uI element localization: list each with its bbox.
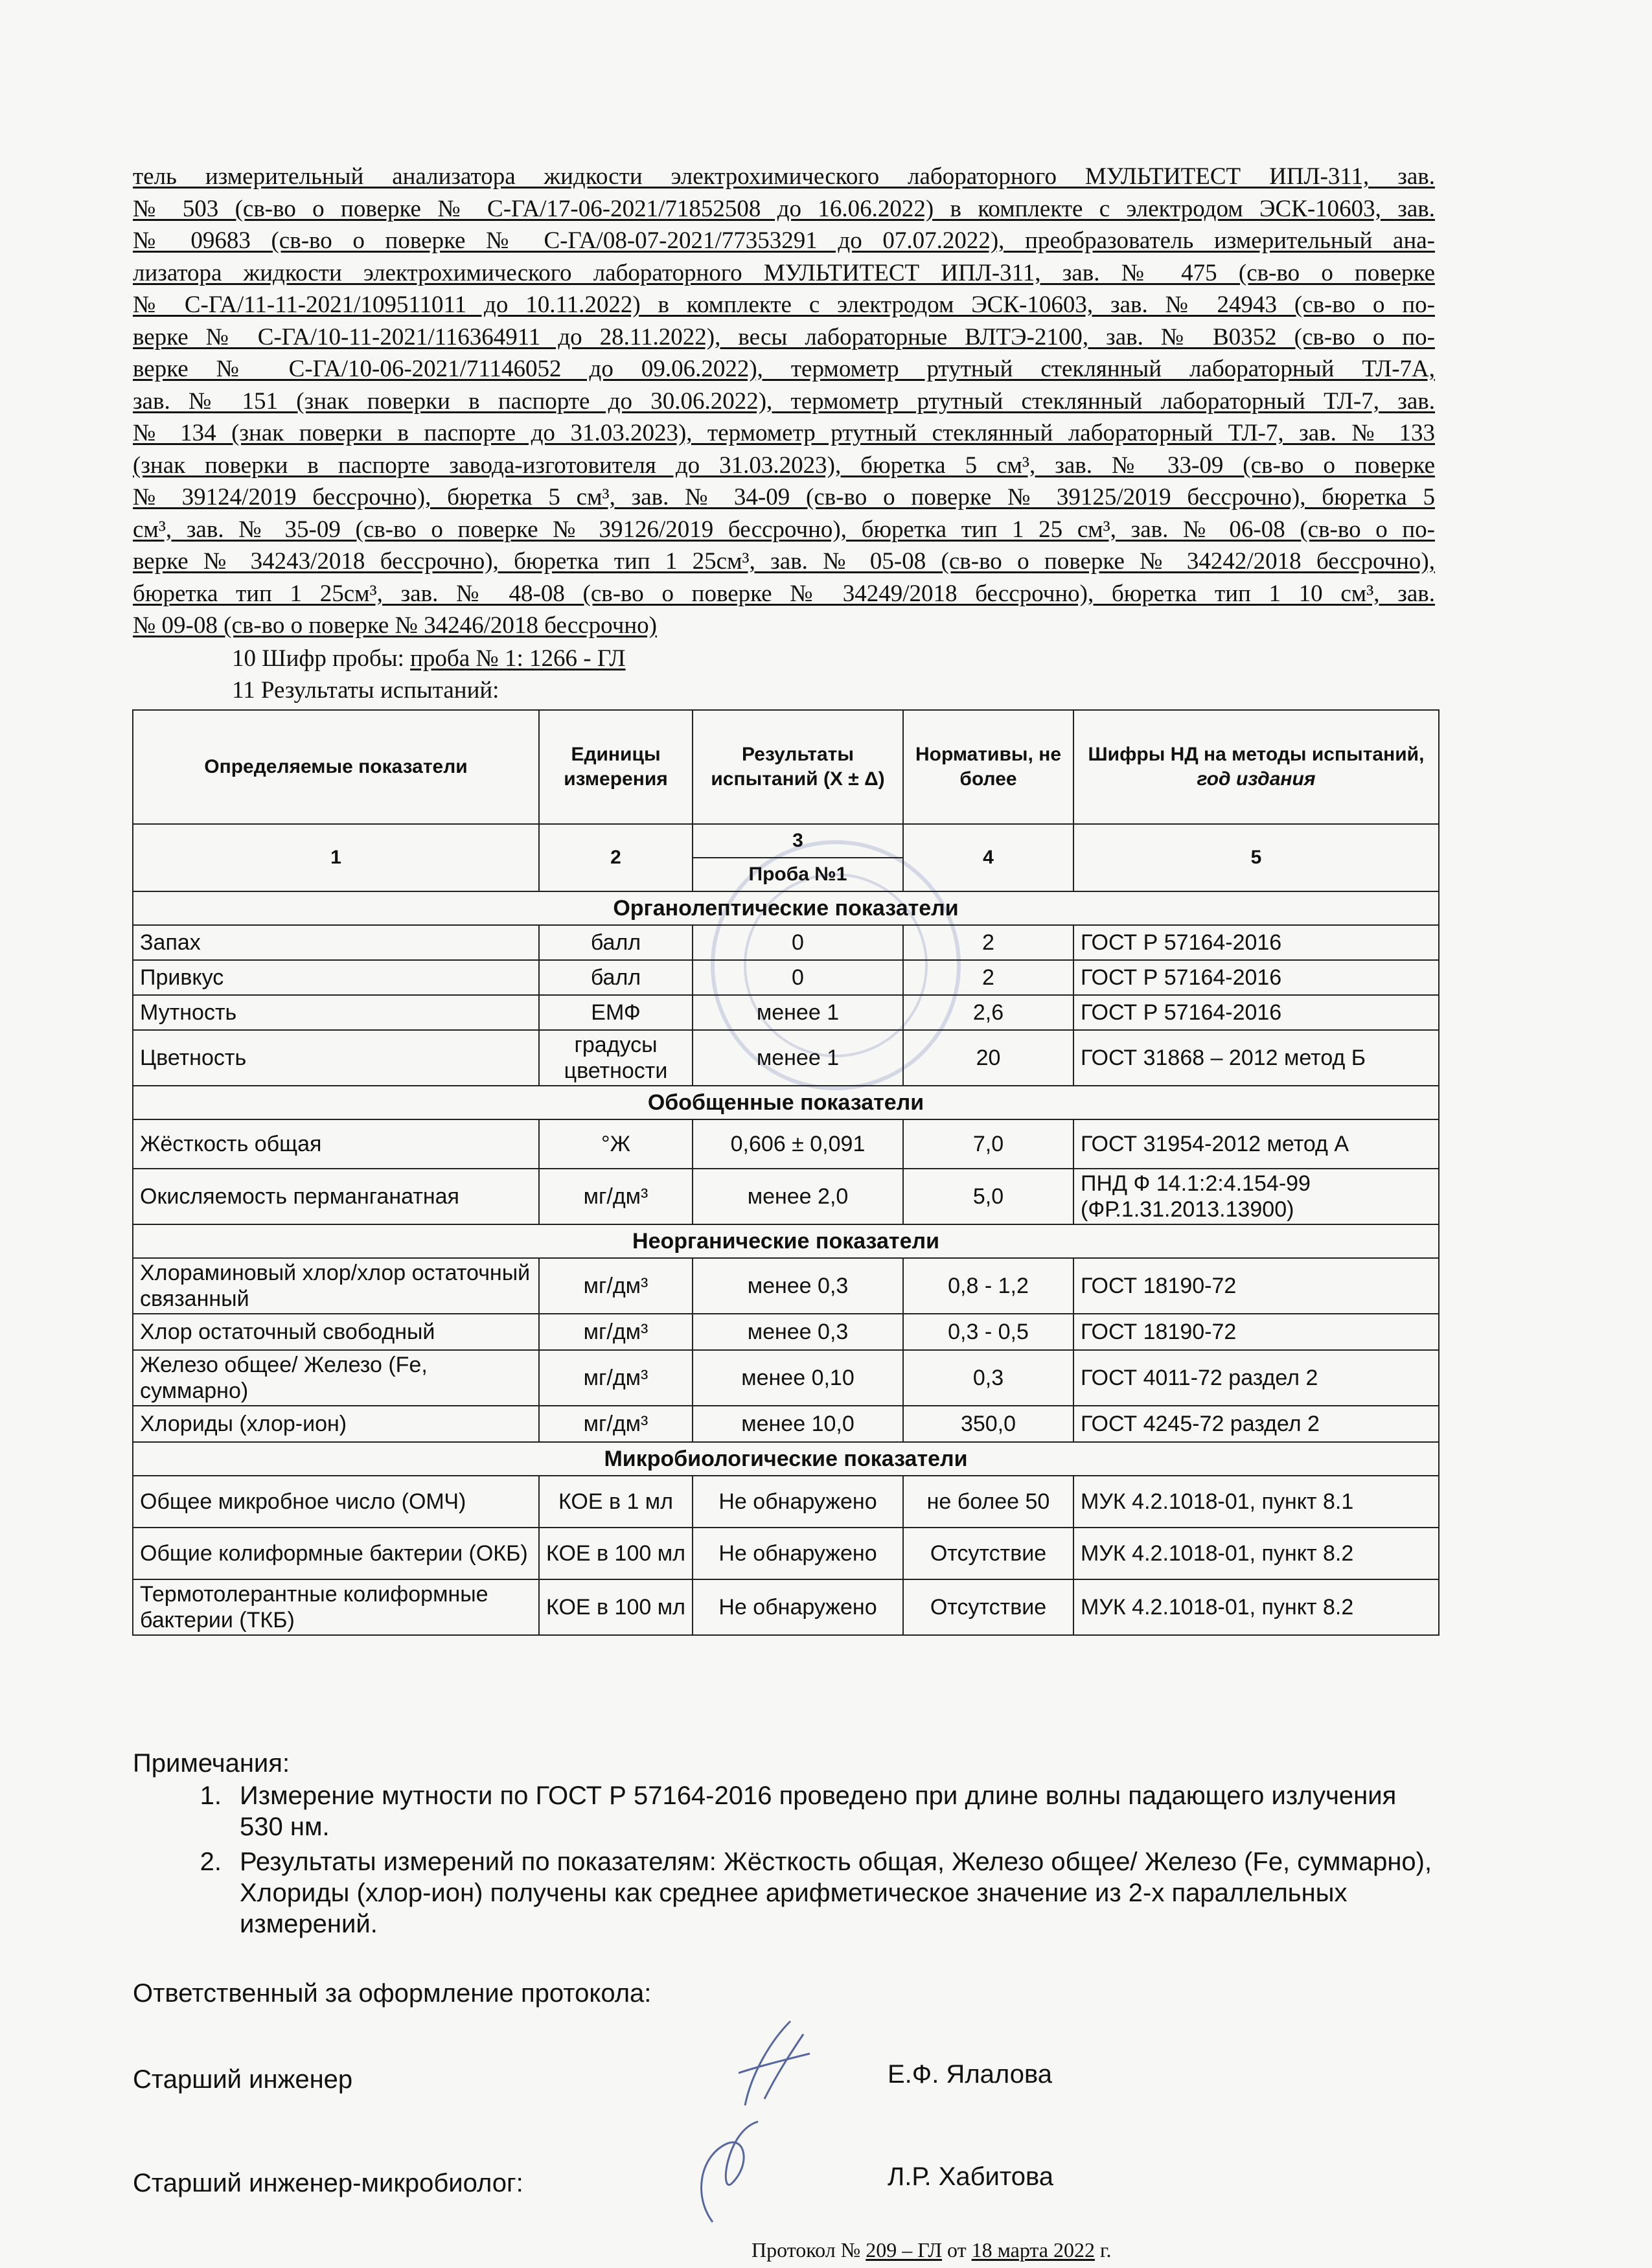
- intro-line: верке № С-ГА/10-06-2021/71146052 до 09.06.2022), термометр ртутный стеклянный лабораторный ТЛ-7А,: [133, 356, 1435, 382]
- norm-cell: не более 50: [903, 1476, 1073, 1528]
- intro-line: № 39124/2019 бессрочно), бюретка 5 см³, зав. № 34-09 (св-во о поверке № 39125/2019 бессрочно), бюретка 5: [133, 484, 1435, 510]
- section-row: [133, 1086, 1439, 1119]
- table-header-row: [133, 710, 1439, 824]
- intro-line: № 503 (св-во о поверке № С-ГА/17-06-2021/71852508 до 16.06.2022) в комплекте с электродом ЭСК-10603, зав.: [133, 195, 1435, 222]
- method-cell: ГОСТ Р 57164-2016: [1073, 925, 1439, 960]
- intro-line: бюретка тип 1 25см³, зав. № 48-08 (св-во о поверке № 34249/2018 бессрочно), бюретка тип 1 10 см³, зав.: [133, 580, 1435, 607]
- responsible-label: Ответственный за оформление протокола:: [133, 1979, 652, 2008]
- result-cell: менее 1: [693, 995, 903, 1030]
- name-senior-engineer: Е.Ф. Ялалова: [888, 2060, 1052, 2089]
- indicator-cell: Термотолерантные колиформные бактерии (ТКБ): [133, 1579, 539, 1635]
- indicator-cell: Запах: [133, 925, 539, 960]
- norm-cell: 350,0: [903, 1406, 1073, 1442]
- table-row: [133, 1314, 1439, 1350]
- unit-cell: ЕМФ: [539, 995, 693, 1030]
- norm-cell: 0,3 - 0,5: [903, 1314, 1073, 1350]
- intro-line: см³, зав. № 35-09 (св-во о поверке № 39126/2019 бессрочно), бюретка тип 1 25 см³, зав. № 06-08 (св-во о по-: [133, 516, 1435, 543]
- table-row: [133, 1406, 1439, 1442]
- section-title: Микробиологические показатели: [133, 1442, 1439, 1476]
- method-cell: МУК 4.2.1018-01, пункт 8.2: [1073, 1528, 1439, 1579]
- norm-cell: 0,3: [903, 1350, 1073, 1406]
- unit-cell: КОЕ в 100 мл: [539, 1528, 693, 1579]
- unit-cell: балл: [539, 960, 693, 995]
- indicator-cell: Хлор остаточный свободный: [133, 1314, 539, 1350]
- indicator-cell: Цветность: [133, 1030, 539, 1086]
- sample-cipher: 10 Шифр пробы: проба № 1: 1266 - ГЛ: [232, 645, 626, 672]
- norm-cell: 5,0: [903, 1169, 1073, 1224]
- note-item: [170, 1846, 1440, 1940]
- method-cell: ГОСТ 31868 – 2012 метод Б: [1073, 1030, 1439, 1086]
- result-cell: 0: [693, 960, 903, 995]
- result-cell: менее 0,3: [693, 1314, 903, 1350]
- protocol-footer: Протокол № 209 – ГЛ от 18 марта 2022 г.: [751, 2238, 1112, 2262]
- norm-cell: Отсутствие: [903, 1579, 1073, 1635]
- intro-line: № С-ГА/11-11-2021/109511011 до 10.11.2022) в комплекте с электродом ЭСК-10603, зав. № 24943 (св-во о по-: [133, 292, 1435, 318]
- intro-line: верке № 34243/2018 бессрочно), бюретка тип 1 25см³, зав. № 05-08 (св-во о поверке № 34242/2018 бессрочно),: [133, 548, 1435, 575]
- method-cell: МУК 4.2.1018-01, пункт 8.2: [1073, 1579, 1439, 1635]
- indicator-cell: Жёсткость общая: [133, 1119, 539, 1169]
- unit-cell: мг/дм³: [539, 1314, 693, 1350]
- table-row: [133, 1258, 1439, 1314]
- intro-line: (знак поверки в паспорте завода-изготовителя до 31.03.2023), бюретка 5 см³, зав. № 33-09 (св-во о поверке: [133, 452, 1435, 479]
- result-cell: менее 0,3: [693, 1258, 903, 1314]
- column-number: 3: [693, 824, 903, 858]
- table-row: [133, 960, 1439, 995]
- method-cell: ГОСТ Р 57164-2016: [1073, 960, 1439, 995]
- norm-cell: 7,0: [903, 1119, 1073, 1169]
- intro-line: верке № С-ГА/10-11-2021/116364911 до 28.11.2022), весы лабораторные ВЛТЭ-2100, зав. № В0352 (св-во о по-: [133, 323, 1435, 350]
- table-row: [133, 1476, 1439, 1528]
- note-number: 2.: [200, 1848, 222, 1876]
- result-cell: Не обнаружено: [693, 1579, 903, 1635]
- section-row: [133, 1224, 1439, 1258]
- table-row: [133, 1350, 1439, 1406]
- signature-2: [687, 2118, 764, 2228]
- unit-cell: балл: [539, 925, 693, 960]
- result-cell: 0: [693, 925, 903, 960]
- method-cell: ГОСТ 18190-72: [1073, 1258, 1439, 1314]
- result-cell: Не обнаружено: [693, 1476, 903, 1528]
- norm-cell: Отсутствие: [903, 1528, 1073, 1579]
- method-cell: МУК 4.2.1018-01, пункт 8.1: [1073, 1476, 1439, 1528]
- method-cell: ГОСТ 4011-72 раздел 2: [1073, 1350, 1439, 1406]
- method-cell: ГОСТ 18190-72: [1073, 1314, 1439, 1350]
- indicator-cell: Мутность: [133, 995, 539, 1030]
- unit-cell: мг/дм³: [539, 1406, 693, 1442]
- result-cell: менее 2,0: [693, 1169, 903, 1224]
- column-number: 4: [903, 824, 1073, 891]
- results-heading: 11 Результаты испытаний:: [232, 677, 499, 704]
- method-cell: ПНД Ф 14.1:2:4.154-99 (ФР.1.31.2013.13900): [1073, 1169, 1439, 1224]
- section-title: Неорганические показатели: [133, 1224, 1439, 1258]
- unit-cell: КОЕ в 1 мл: [539, 1476, 693, 1528]
- method-cell: ГОСТ 4245-72 раздел 2: [1073, 1406, 1439, 1442]
- intro-line: зав. № 151 (знак поверки в паспорте до 30.06.2022), термометр ртутный стеклянный лабораторный ТЛ-7, зав.: [133, 387, 1435, 415]
- norm-cell: 2: [903, 960, 1073, 995]
- intro-line: № 09-08 (св-во о поверке № 34246/2018 бессрочно): [133, 612, 657, 639]
- section-row: [133, 891, 1439, 925]
- unit-cell: КОЕ в 100 мл: [539, 1579, 693, 1635]
- table-row: [133, 1528, 1439, 1579]
- indicator-cell: Привкус: [133, 960, 539, 995]
- results-table: [132, 709, 1440, 1636]
- unit-cell: мг/дм³: [539, 1258, 693, 1314]
- indicator-cell: Общее микробное число (ОМЧ): [133, 1476, 539, 1528]
- norm-cell: 20: [903, 1030, 1073, 1086]
- note-text: Измерение мутности по ГОСТ Р 57164-2016 проведено при длине волны падающего излучения 530 нм.: [240, 1781, 1397, 1841]
- header-method: Шифры НД на методы испытаний, год издания: [1073, 710, 1439, 824]
- table-row: [133, 925, 1439, 960]
- intro-line: № 09683 (св-во о поверке № С-ГА/08-07-2021/77353291 до 07.07.2022), преобразователь измерительный ана-: [133, 227, 1435, 254]
- indicator-cell: Железо общее/ Железо (Fe, суммарно): [133, 1350, 539, 1406]
- table-row: [133, 1030, 1439, 1086]
- norm-cell: 2,6: [903, 995, 1073, 1030]
- notes-title: Примечания:: [133, 1749, 290, 1778]
- note-number: 1.: [200, 1781, 222, 1810]
- table-row: [133, 1579, 1439, 1635]
- role-senior-engineer: Старший инженер: [133, 2065, 353, 2094]
- method-cell: ГОСТ Р 57164-2016: [1073, 995, 1439, 1030]
- header-indicator: Определяемые показатели: [133, 710, 539, 824]
- column-number-row: [133, 824, 1439, 858]
- result-cell: менее 0,10: [693, 1350, 903, 1406]
- unit-cell: °Ж: [539, 1119, 693, 1169]
- result-cell: 0,606 ± 0,091: [693, 1119, 903, 1169]
- column-number: 5: [1073, 824, 1439, 891]
- header-norm: Нормативы, не более: [903, 710, 1073, 824]
- table-row: [133, 1119, 1439, 1169]
- header-result: Результаты испытаний (X ± Δ): [693, 710, 903, 824]
- indicator-cell: Окисляемость перманганатная: [133, 1169, 539, 1224]
- table-row: [133, 995, 1439, 1030]
- column-number: 2: [539, 824, 693, 891]
- section-row: [133, 1442, 1439, 1476]
- signature-1: [726, 2015, 816, 2118]
- intro-line: № 134 (знак поверки в паспорте до 31.03.2023), термометр ртутный стеклянный лабораторный ТЛ-7, зав. № 133: [133, 420, 1435, 446]
- unit-cell: мг/дм³: [539, 1169, 693, 1224]
- section-title: Органолептические показатели: [133, 891, 1439, 925]
- table-row: [133, 1169, 1439, 1224]
- note-text: Результаты измерений по показателям: Жёсткость общая, Железо общее/ Железо (Fe, суммарно), Хлориды (хлор-ион) получены как среднее арифметическое значение из 2-х параллельных измерений.: [240, 1848, 1432, 1938]
- name-microbiologist: Л.Р. Хабитова: [888, 2162, 1054, 2191]
- indicator-cell: Хлориды (хлор-ион): [133, 1406, 539, 1442]
- result-cell: менее 1: [693, 1030, 903, 1086]
- intro-line: тель измерительный анализатора жидкости электрохимического лабораторного МУЛЬТИТЕСТ ИПЛ-311, зав.: [133, 163, 1435, 190]
- method-cell: ГОСТ 31954-2012 метод А: [1073, 1119, 1439, 1169]
- unit-cell: градусы цветности: [539, 1030, 693, 1086]
- norm-cell: 2: [903, 925, 1073, 960]
- result-cell: Не обнаружено: [693, 1528, 903, 1579]
- role-microbiologist: Старший инженер-микробиолог:: [133, 2169, 523, 2197]
- unit-cell: мг/дм³: [539, 1350, 693, 1406]
- equipment-paragraph: [133, 161, 1435, 642]
- note-item: [170, 1780, 1440, 1842]
- section-title: Обобщенные показатели: [133, 1086, 1439, 1119]
- sample-label: Проба №1: [693, 858, 903, 891]
- result-cell: менее 10,0: [693, 1406, 903, 1442]
- notes-list: [170, 1780, 1440, 1943]
- norm-cell: 0,8 - 1,2: [903, 1258, 1073, 1314]
- indicator-cell: Общие колиформные бактерии (ОКБ): [133, 1528, 539, 1579]
- column-number: 1: [133, 824, 539, 891]
- indicator-cell: Хлораминовый хлор/хлор остаточный связанный: [133, 1258, 539, 1314]
- header-unit: Единицы измерения: [539, 710, 693, 824]
- intro-line: лизатора жидкости электрохимического лабораторного МУЛЬТИТЕСТ ИПЛ-311, зав. № 475 (св-во о поверке: [133, 259, 1435, 286]
